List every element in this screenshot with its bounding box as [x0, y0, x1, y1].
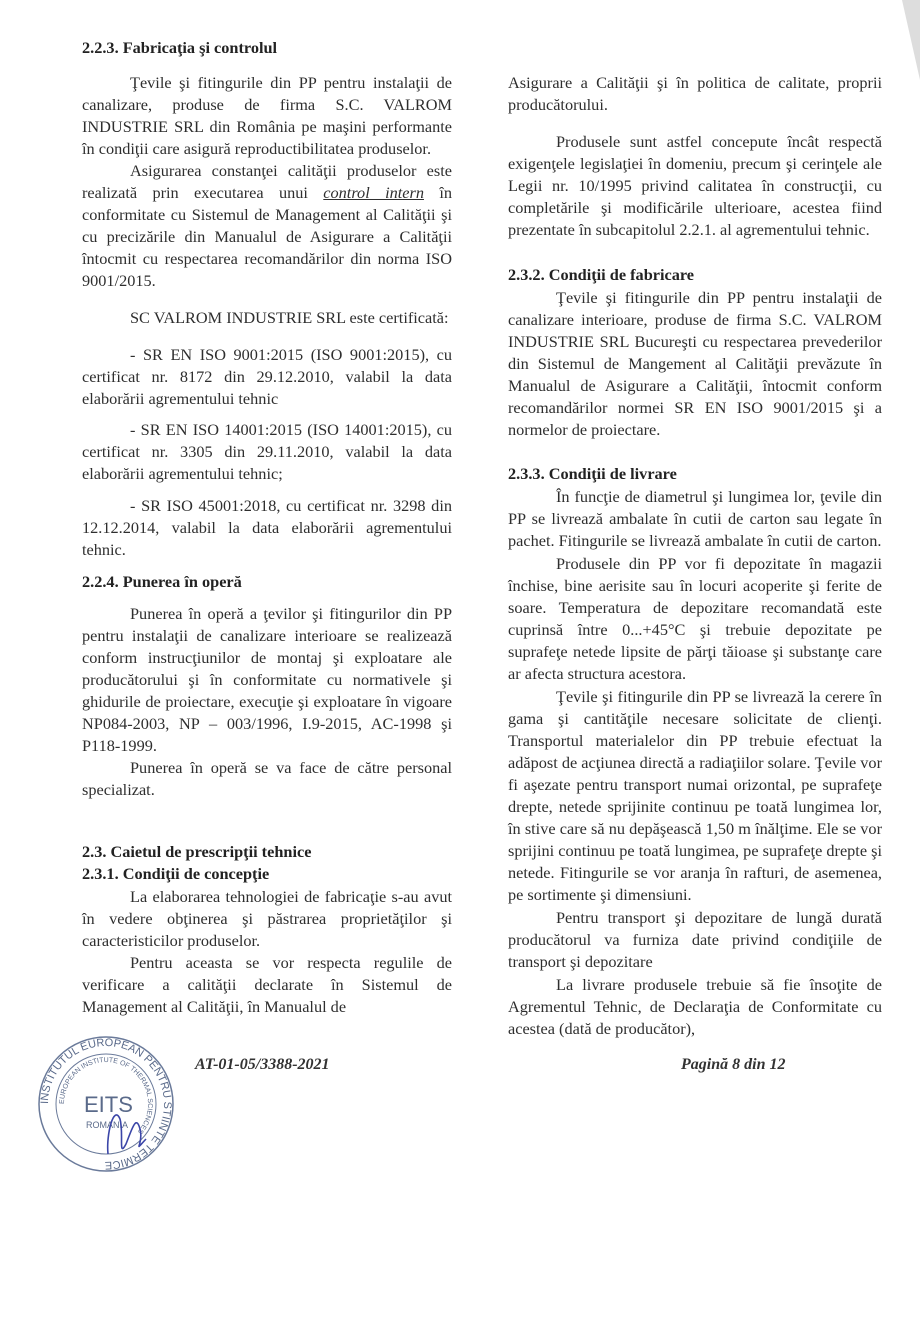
paragraph: Ţevile şi fitingurile din PP pentru instalaţii de canalizare interioare, produse de firma S.C. VALROM INDUSTRIE SRL Bucureşti cu respectarea prevederilor din Sistemul de Mangement al Calităţii prevăzute în Manualul de Asigurare a Calităţii, întocmit conform recomandărilor normei SR EN ISO 9001/2015 şi a normelor de proiectare. [508, 288, 882, 439]
text: în conformitate cu Sistemul de Management al Calităţii şi cu precizările din Manualul de Asigurare a Calităţii întocmit cu respectarea recomandărilor din norma ISO 9001/2015. [82, 183, 452, 290]
certificate-item: - SR EN ISO 9001:2015 (ISO 9001:2015), cu certificat nr. 8172 din 29.12.2010, valabil la data elaborării agrementului tehnic [82, 345, 452, 408]
paragraph: La livrare produsele trebuie să fie însoţite de Agrementul Tehnic, de Declaraţia de Conformitate cu acestea (dată de producător), [508, 975, 882, 1038]
page-number: Pagină 8 din 12 [681, 1056, 786, 1073]
section-heading-2-3: 2.3. Caietul de prescripţii tehnice [82, 842, 312, 861]
two-column-body [82, 37, 882, 1040]
section-heading-2-3-2: 2.3.2. Condiţii de fabricare [508, 265, 695, 284]
certificate-item: - SR EN ISO 14001:2015 (ISO 14001:2015), cu certificat nr. 3305 din 29.11.2010, valabil la data elaborării agrementului tehnic; [82, 420, 452, 483]
paragraph: Punerea în operă se va face de către personal specializat. [82, 758, 452, 799]
paragraph: La elaborarea tehnologiei de fabricaţie s-au avut în vedere obţinerea şi păstrarea proprietăţilor şi caracteristicilor produselor. [82, 887, 452, 950]
right-column [508, 37, 882, 1040]
page-footer [38, 1036, 882, 1172]
paragraph: În funcţie de diametrul şi lungimea lor, ţevile din PP se livrează ambalate în cutii de carton sau legate în pachet. Fitingurile se livrează ambalate în cutii de carton. [508, 487, 882, 550]
paragraph: Ţevile şi fitingurile din PP pentru instalaţii de canalizare, produse de firma S.C. VALROM INDUSTRIE SRL din România pe maşini performante în condiţii care asigură reproductibilitatea produselor. [82, 73, 452, 158]
certificate-item: - SR ISO 45001:2018, cu certificat nr. 3298 din 12.12.2014, valabil la data elaborării agrementului tehnic. [82, 496, 452, 559]
paragraph: Asigurare a Calităţii şi în politica de calitate, proprii producătorului. [508, 73, 882, 114]
paragraph: SC VALROM INDUSTRIE SRL este certificată: [130, 308, 449, 327]
paragraph: Produsele din PP vor fi depozitate în magazii închise, bine aerisite sau în locuri acoperite şi ferite de soare. Temperatura de depozitare recomandată este cuprinsă între 0...+45°C şi trebuie depozitate pe suprafeţe netede lipsite de părţi tăioase şi substanţe care ar afecta structura acestora. [508, 554, 882, 683]
section-heading-2-3-3: 2.3.3. Condiţii de livrare [508, 464, 677, 483]
paragraph: Ţevile şi fitingurile din PP se livrează la cerere în gama şi cantităţile necesare solicitate de clienţi. Transportul materialelor din PP trebuie efectuat la adăpost de acţiunea directă a radiaţiilor solare. Ţevile vor fi aşezate pentru transport numai orizontal, pe suprafeţe drepte, netede sprijinite continuu pe toată lungimea lor, în stive care să nu depăşească 1,50 m înălţime. Ele se vor sprijini continuu pe toată lungimea, pe suprafeţe drepte şi netede. Fitingurile se vor aranja în rafturi, de asemenea, pe sortimente şi dimensiuni. [508, 687, 882, 904]
section-heading-2-2-4: 2.2.4. Punerea în operă [82, 572, 242, 591]
paragraph: Produsele sunt astfel concepute încât respectă exigenţele legislaţiei în domeniu, precum şi cerinţele ale Legii nr. 10/1995 privind calitatea în construcţii, cu completările şi modificările ulterioare, acestea fiind prezentate în subcapitolul 2.2.1. al agrementului tehnic. [508, 132, 882, 239]
paragraph: Pentru aceasta se vor respecta regulile de verificare a calităţii declarate în Sistemul de Management al Calităţii, în Manualul de [82, 953, 452, 1016]
paragraph: Pentru transport şi depozitare de lungă durată producătorul va furniza date privind condiţiile de transport şi depozitare [508, 908, 882, 971]
document-code: AT-01-05/3388-2021 [195, 1056, 330, 1073]
paragraph: Punerea în operă a ţevilor şi fitingurilor din PP pentru instalaţii de canalizare interioare se realizează conform instrucţiunilor de montaj şi exploatare ale producătorului şi în conformitate cu normativele şi ghidurile de proiectare, execuţie şi exploatare în vigoare NP084-2003, NP – 003/1996, I.9-2015, AC-1998 şi P118-1999. [82, 604, 452, 755]
emphasis-control-intern: control intern [323, 183, 424, 202]
section-heading-2-2-3: 2.2.3. Fabricaţia şi controlul [82, 38, 278, 57]
stamp-outer-text: INSTITUTUL EUROPEAN PENTRU STIINTE TERMICE [38, 1036, 174, 1172]
stamp-inner-text: EUROPEAN INSTITUTE OF THERMAL SCIENCES [58, 1056, 154, 1135]
document-page [38, 37, 882, 1172]
scan-edge [890, 0, 920, 80]
section-heading-2-3-1: 2.3.1. Condiţii de concepţie [82, 864, 270, 883]
stamp-country-text: ROMANIA [86, 1120, 129, 1130]
paragraph [82, 160, 452, 292]
text: Asigurarea constanţei calităţii produselor este realizată prin executarea unui [82, 161, 452, 202]
left-column [82, 37, 452, 1018]
institute-stamp [36, 1034, 176, 1174]
stamp-center-text: EITS [84, 1092, 133, 1117]
